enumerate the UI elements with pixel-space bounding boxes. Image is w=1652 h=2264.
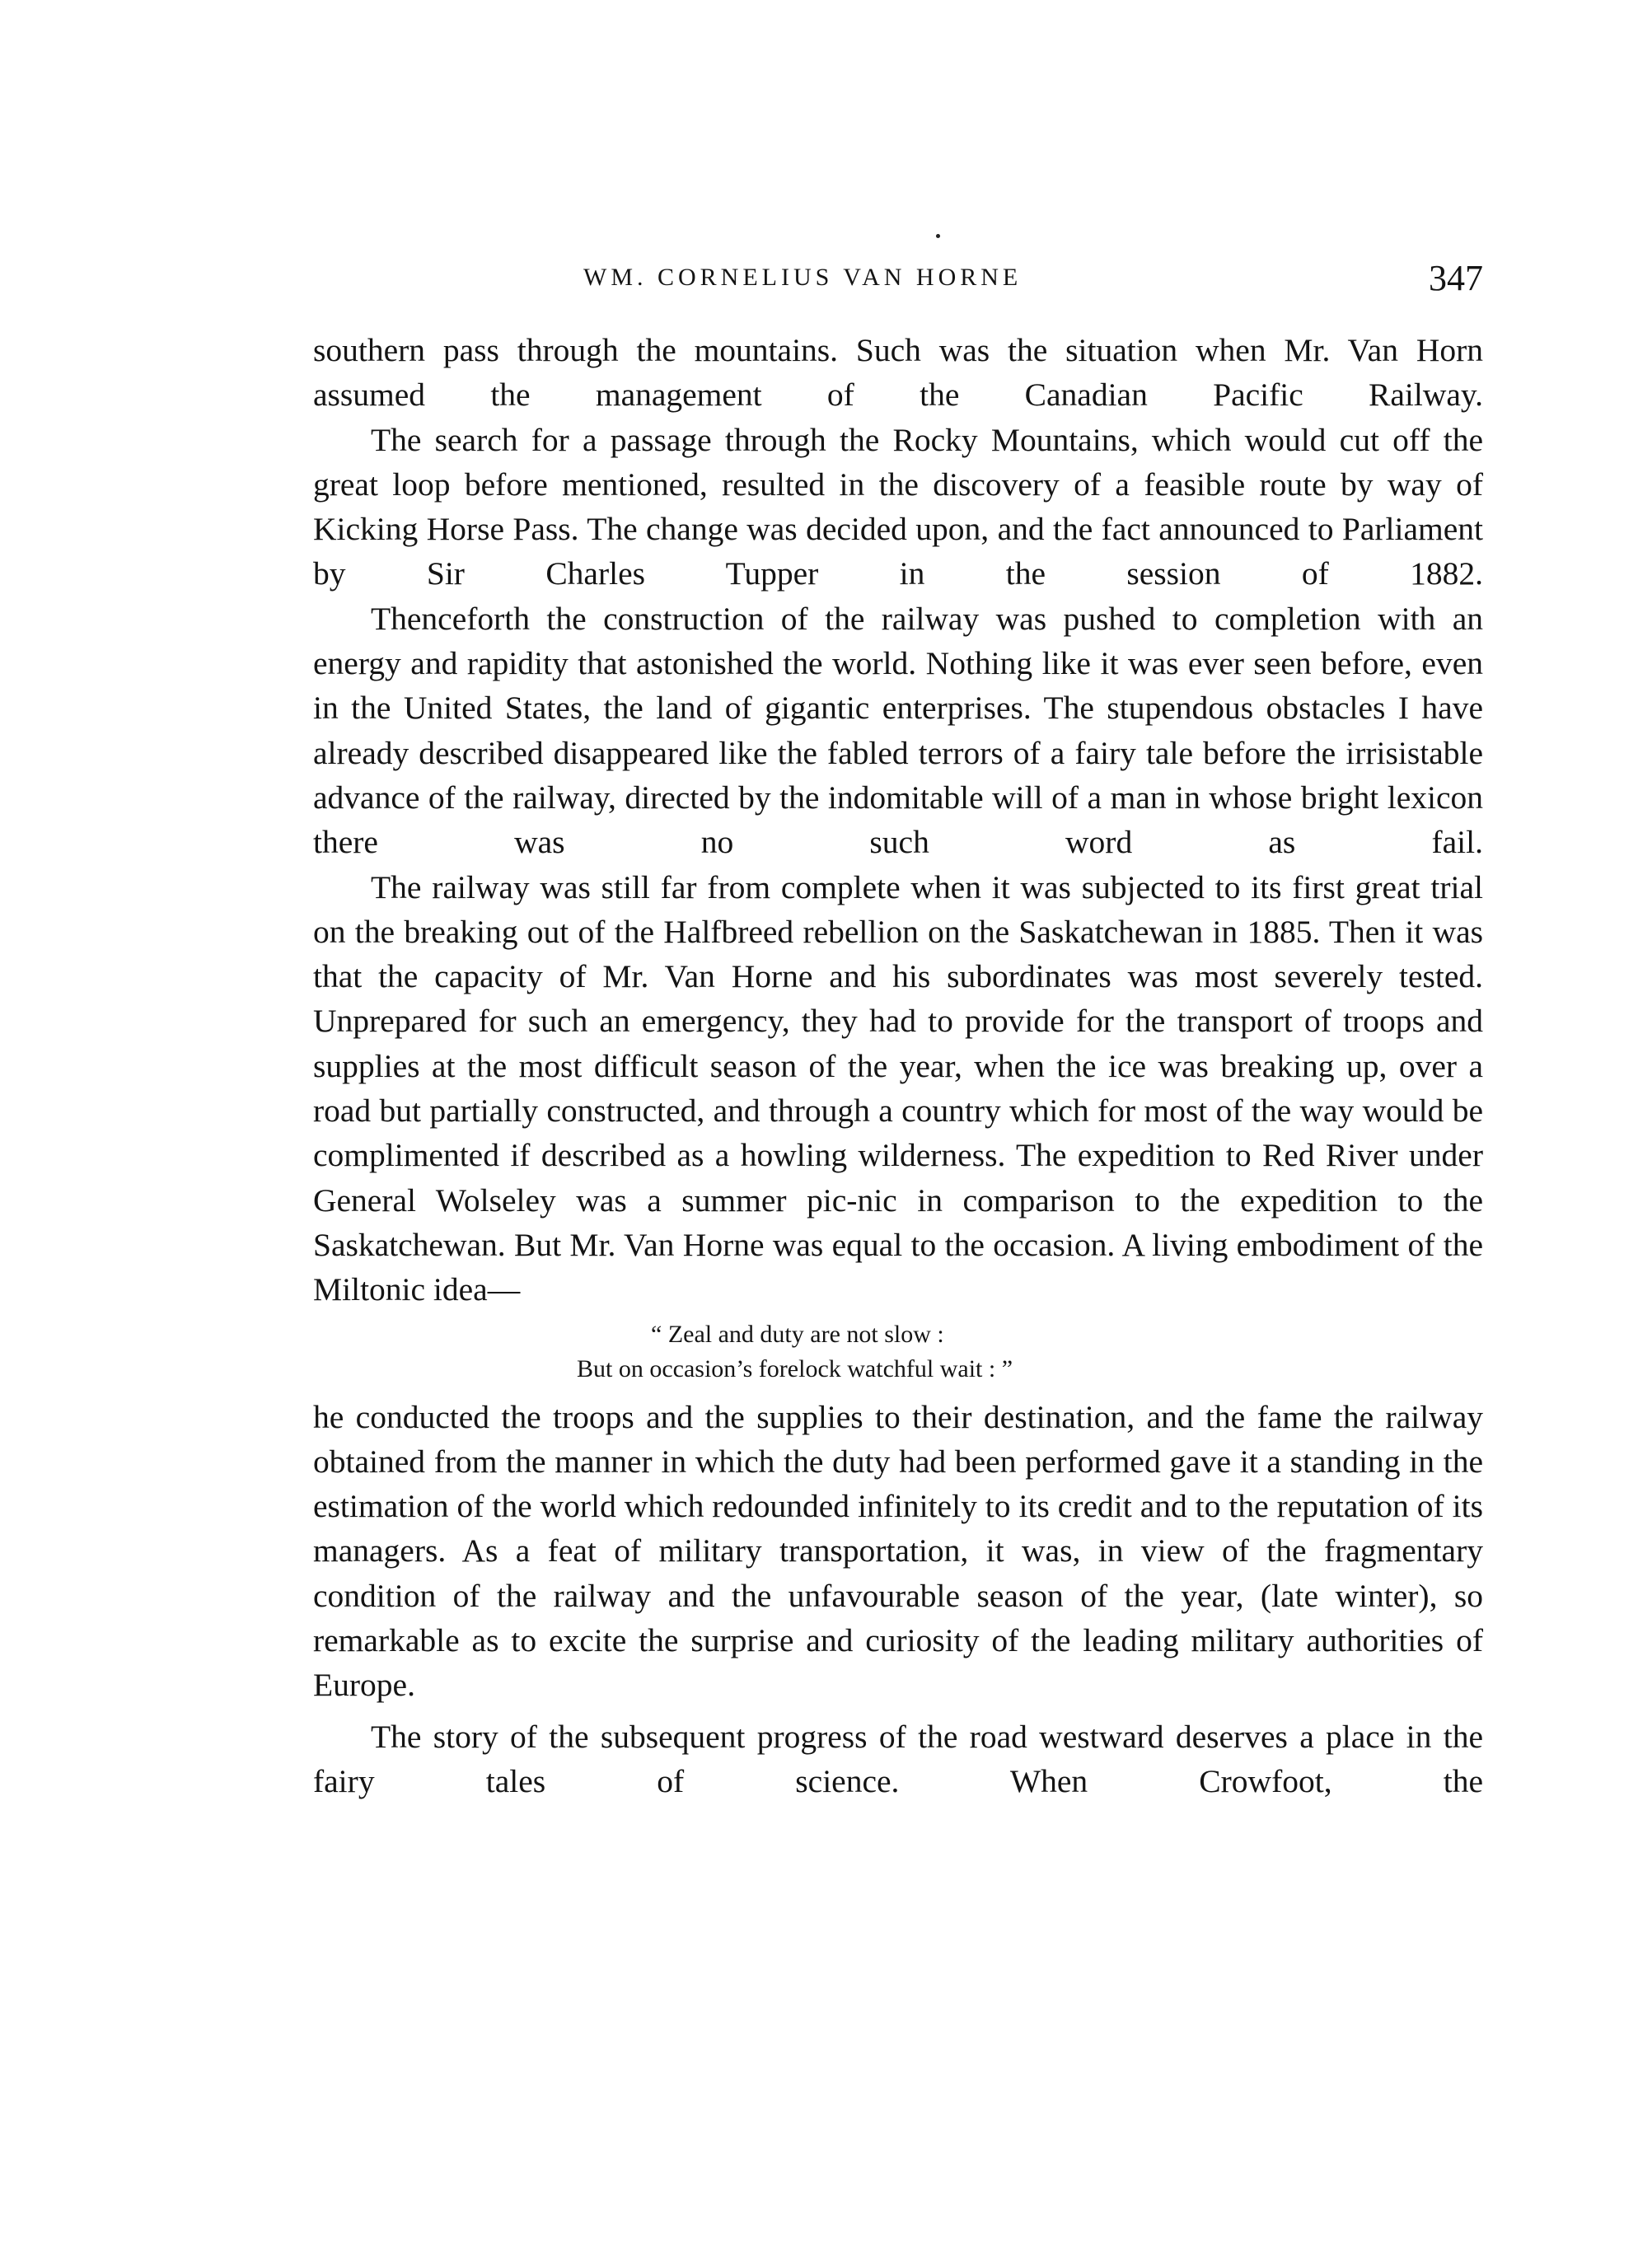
paragraph: The story of the subsequent progress of the road westward deserves a place in the fairy tales of science. When Crowfoot, the	[313, 1718, 1483, 1799]
paragraph: Thenceforth the construction of the railway was pushed to completion with an energy and rapidity that astonished the world. Nothing like it was ever seen before, even in the United States, the land of gigantic enterprises. The stupendous obstacles I have already described disappeared like the fabled terrors of a fairy tale before the irrisistable advance of the railway, directed by the indomitable will of a man in whose bright lexicon there was no such word as fail.	[313, 600, 1483, 861]
paragraph-continued: southern pass through the mountains. Such was the situation when Mr. Van Horn assumed the management of the Canadian Pacific Railway.	[313, 332, 1483, 414]
quote-line: But on occasion’s forelock watchful wait : ”	[577, 1354, 1013, 1382]
ink-speck	[936, 234, 940, 238]
running-title: WM. CORNELIUS VAN HORNE	[583, 264, 1023, 291]
verse-quotation	[313, 1317, 1483, 1387]
running-head	[313, 257, 1483, 306]
paragraph: The railway was still far from complete when it was subjected to its first great trial on the breaking out of the Halfbreed rebellion on the Saskatchewan in 1885. Then it was that the capacity of Mr. Van Horne and his subordinates was most severely tested. Unprepared for such an emergency, they had to provide for the transport of troops and supplies at the most difficult season of the year, when the ice was breaking up, over a road but partially constructed, and through a country which for most of the way would be complimented if described as a howling wilderness. The expedition to Red River under General Wolseley was a summer pic-nic in comparison to the expedition to the Saskatchewan. But Mr. Van Horne was equal to the occasion. A living embodiment of the Miltonic idea—	[313, 868, 1483, 1308]
paragraph-continued: he conducted the troops and the supplies to their destination, and the fame the railway obtained from the manner in which the duty had been performed gave it a standing in the estimation of the world which redounded infinitely to its credit and to the reputation of its managers. As a feat of military transportation, it was, in view of the fragmentary condition of the railway and the unfavourable season of the year, (late winter), so remarkable as to excite the surprise and curiosity of the leading military authorities of Europe.	[313, 1398, 1483, 1704]
page-body	[313, 328, 1483, 1803]
page-number: 347	[1429, 258, 1483, 298]
paragraph: The search for a passage through the Rocky Mountains, which would cut off the great loop before mentioned, resulted in the discovery of a feasible route by way of Kicking Horse Pass. The change was decided upon, and the fact announced to Parliament by Sir Charles Tupper in the session of 1882.	[313, 421, 1483, 592]
quote-line: “ Zeal and duty are not slow :	[651, 1320, 944, 1348]
